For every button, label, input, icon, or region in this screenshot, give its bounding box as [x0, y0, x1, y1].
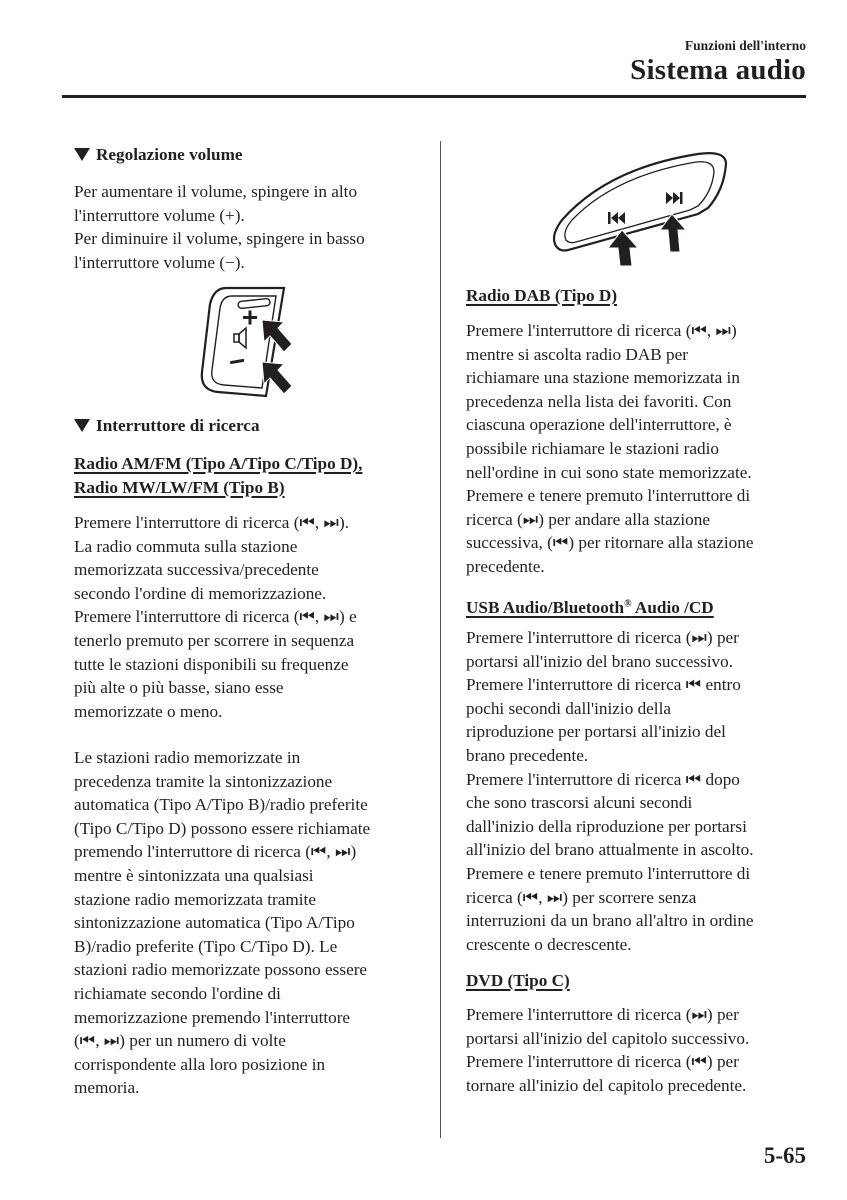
column-divider [440, 141, 441, 1138]
radio-paragraph-1: Premere l'interruttore di ricerca (⏮, ⏭). La radio commuta sulla stazione memorizzata successiva/precedente secondo l'ordine di memorizzazione. Premere l'interruttore di ricerca (⏮, ⏭) e tenerlo premuto per scorrere in sequenza tutte le stazioni disponibili su frequenze più alte o più basse, siano esse memorizzate o meno. [74, 513, 357, 721]
radio-paragraph-2: Le stazioni radio memorizzate in precedenza tramite la sintonizzazione automatica (Tipo A/Tipo B)/radio preferite (Tipo C/Tipo D) possono essere richiamate premendo l'interruttore di ricerca (⏮, ⏭) mentre è sintonizzata una qualsiasi stazione radio memorizzata tramite sintonizzazione automatica (Tipo A/Tipo B)/radio preferite (Tipo C/Tipo D). Le stazioni radio memorizzate possono essere richiamate secondo l'ordine di memorizzazione premendo l'interruttore (⏮, ⏭) per un numero di volte corrispondente alla loro posizione in memoria. [74, 748, 371, 1098]
dvd-paragraph: Premere l'interruttore di ricerca (⏭) per portarsi all'inizio del capitolo successivo. Premere l'interruttore di ricerca (⏮) per tornare all'inizio del capitolo precedente. [466, 1005, 750, 1095]
volume-switch-illustration [196, 282, 306, 402]
volume-paragraph: Per aumentare il volume, spingere in alto l'interruttore volume (+). Per diminuire il volume, spingere in basso l'interruttore volume (−). [74, 182, 365, 272]
subheading-radio-am-fm: Radio AM/FM (Tipo A/Tipo C/Tipo D), Radio MW/LW/FM (Tipo B) [74, 454, 363, 497]
header-divider [62, 95, 806, 98]
subheading-dvd: DVD (Tipo C) [466, 971, 570, 990]
section-heading-volume: Regolazione volume [74, 143, 243, 167]
dab-paragraph: Premere l'interruttore di ricerca (⏮, ⏭) mentre si ascolta radio DAB per richiamare una stazione memorizzata in precedenza nella lista dei favoriti. Con ciascuna operazione dell'interruttore, è possibile richiamare le stazioni radio nell'ordine in cui sono state memorizzate. Premere e tenere premuto l'interruttore di ricerca (⏭) per andare alla stazione successiva, (⏮) per ritornare alla stazione precedente. [466, 321, 754, 576]
triangle-bullet-icon [74, 148, 90, 161]
page-number: 5-65 [763, 1143, 806, 1168]
subheading-radio-dab: Radio DAB (Tipo D) [466, 286, 618, 305]
chapter-label: Funzioni dell'interno [684, 38, 806, 53]
subheading-usb-bluetooth-cd: USB Audio/Bluetooth® Audio /CD [466, 597, 714, 617]
usb-paragraph: Premere l'interruttore di ricerca (⏭) per portarsi all'inizio del brano successivo. Premere l'interruttore di ricerca ⏮ entro pochi secondi dall'inizio della riproduzione per portarsi all'inizio del brano precedente. Premere l'interruttore di ricerca ⏮ dopo che sono trascorsi alcuni secondi dall'inizio della riproduzione per portarsi all'inizio del brano attualmente in ascolto. Premere e tenere premuto l'interruttore di ricerca (⏮, ⏭) per scorrere senza interruzioni da un brano all'altro in ordine crescente o decrescente. [466, 628, 754, 954]
page-title: Sistema audio [630, 54, 806, 86]
seek-switch-illustration [548, 150, 738, 268]
triangle-bullet-icon [74, 419, 90, 432]
section-heading-search: Interruttore di ricerca [74, 414, 260, 438]
